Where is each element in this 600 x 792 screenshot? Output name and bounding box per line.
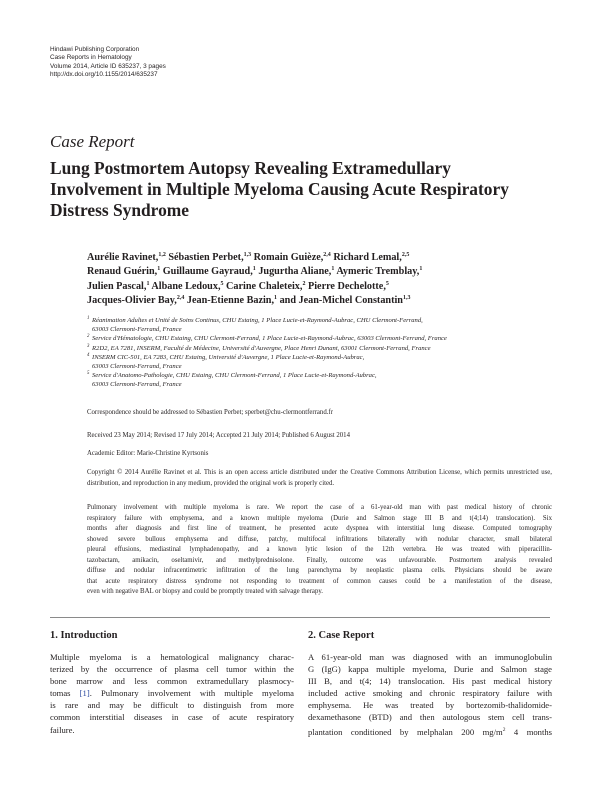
author-affil-ref: 1 (157, 266, 161, 273)
author-name: Jean-Etienne Bazin, (186, 294, 275, 306)
body-line: III B, and t(4; 14) translocation. His past medical history (308, 676, 552, 687)
author-affil-ref: 1 (146, 280, 150, 287)
body-line: A 61-year-old man was diagnosed with an immunoglobulin (308, 652, 552, 662)
author-affil-ref: 2 (302, 280, 306, 287)
author-affil-ref: 1,2 (158, 252, 166, 258)
affiliation-line: 63003 Clermont-Ferrand, France (92, 363, 182, 371)
body-text: plantation conditioned by melphalan 200 mg/m (308, 726, 503, 737)
affiliation-item (87, 334, 557, 343)
copyright-notice: Copyright © 2014 Aurélie Ravinet et al. This is an open access article distributed under the Creative Commons Attribution License, which permits unrestricted use, distribution, and reproduction in any medium, provided the original work is properly cited. (87, 469, 552, 487)
abstract-line: tazobactam, amikacin, oseltamivir, and methylprednisolone. Finally, outcome was unfavourable. Postmortem analysis revealed (87, 556, 552, 564)
case-report-body (308, 651, 552, 738)
affiliation-line: INSERM CIC-501, EA 7283, CHU Estaing, Université d'Auvergne, 1 Place Lucie-et-Raymond-Aubrac, (92, 353, 365, 361)
introduction-body (50, 651, 294, 736)
affiliation-line: Service d'Anatomo-Pathologie, CHU Estaing, CHU Clermont-Ferrand, 1 Place Lucie-et-Raymond-Aubrac, (92, 372, 377, 380)
body-line: included active smoking and chronic respiratory failure with (308, 688, 552, 699)
journal-header (50, 46, 166, 79)
title-line: Involvement in Multiple Myeloma Causing Acute Respiratory (50, 179, 509, 199)
author-affil-ref: 1,3 (402, 294, 411, 301)
affiliation-number: 3 (87, 343, 90, 349)
author-line (87, 265, 557, 279)
volume-info: Volume 2014, Article ID 635237, 3 pages (50, 62, 166, 70)
author-affil-ref: 1 (331, 266, 335, 273)
academic-editor: Academic Editor: Marie-Christine Kyrtsonis (87, 450, 209, 457)
body-line (308, 724, 552, 738)
superscript: 2 (502, 726, 506, 733)
affiliation-item (87, 344, 557, 353)
abstract-line: months after diagnosis and first line of treatment, he presented acute dyspnea with interstitial lung disease. Computed tomography (87, 525, 552, 533)
abstract-line: Pulmonary involvement with multiple myeloma is rare. We report the case of a 61-year-old man with past medical history of chronic (87, 504, 552, 511)
author-affil-ref: 5 (385, 280, 389, 287)
author-affil-ref: 1 (252, 266, 256, 273)
affiliation-item (87, 316, 557, 334)
correspondence: Correspondence should be addressed to Sébastien Perbet; sperbet@chu-clermontferrand.fr (87, 409, 333, 416)
author-affil-ref: 1 (419, 266, 423, 273)
author-name: Renaud Guérin, (87, 266, 158, 278)
author-affil-ref: 2,4 (323, 252, 331, 258)
journal-name: Case Reports in Hematology (50, 54, 132, 62)
article-title (50, 158, 550, 221)
body-line: G (IgG) kappa multiple myeloma, Durie and Salmon stage (308, 664, 552, 675)
author-name: Pierre Dechelotte, (308, 280, 386, 292)
author-list (87, 251, 557, 308)
author-name: Aurélie Ravinet, (87, 252, 159, 263)
body-line: terized by the occurrence of plasma cell tumor within the (50, 664, 294, 675)
author-name: Jacques-Olivier Bay, (87, 294, 177, 306)
title-line: Distress Syndrome (50, 200, 189, 220)
affiliation-number: 4 (87, 352, 90, 358)
author-name: Carine Chaleteix, (226, 280, 303, 292)
author-name: Sébastien Perbet, (168, 252, 244, 263)
abstract-line: even with negative BAL or biopsy and could be promptly treated with salvage therapy. (87, 588, 323, 596)
affiliation-number: 5 (87, 371, 90, 377)
author-name: Aymeric Tremblay, (336, 266, 420, 278)
affiliation-item (87, 371, 557, 389)
author-line (87, 294, 557, 308)
body-text: tomas (50, 688, 80, 699)
affiliations (87, 316, 557, 390)
author-affil-ref: 1 (274, 294, 278, 301)
author-line (87, 251, 557, 265)
article-type: Case Report (50, 132, 135, 151)
affiliation-line: 63003 Clermont-Ferrand, France (92, 381, 182, 389)
publisher: Hindawi Publishing Corporation (50, 46, 140, 53)
author-affil-ref: 2,4 (176, 294, 185, 301)
body-line: emphysema. He was treated by bortezomib-thalidomide- (308, 700, 552, 711)
doi-link[interactable]: http://dx.doi.org/10.1155/2014/635237 (50, 70, 158, 78)
body-text: 4 months (505, 726, 553, 737)
body-line: bone marrow and less common extramedullary plasmocy- (50, 676, 294, 687)
affiliation-line: R2D2, EA 7281, INSERM, Faculté de Médecine, Université d'Auvergne, Place Henri Dunant, 63001 Clermont-Ferrand, France (92, 344, 431, 352)
author-name: Romain Guièze, (253, 252, 324, 263)
title-line: Lung Postmortem Autopsy Revealing Extramedullary (50, 158, 451, 178)
author-name: Julien Pascal, (87, 280, 147, 292)
introduction-heading: 1. Introduction (50, 630, 118, 641)
abstract (87, 503, 552, 598)
author-name: Albane Ledoux, (151, 280, 221, 292)
abstract-line: showed severe bullous emphysema and diffuse, patchy, multifocal infiltrations bilaterally with nodular character, small bilateral (87, 535, 552, 543)
author-affil-ref: 2,5 (401, 252, 410, 258)
abstract-line: that acute respiratory distress syndrome not responding to treatment of common causes could be a manifestation of the disease, (87, 577, 552, 585)
author-line (87, 280, 557, 294)
affiliation-item (87, 353, 557, 371)
affiliation-number: 1 (87, 316, 90, 321)
affiliation-line: Service d'Hématologie, CHU Estaing, CHU Clermont-Ferrand, 1 Place Lucie-et-Raymond-Aubrac, 63003 Clermont-Ferrand, France (92, 335, 447, 343)
author-name: Richard Lemal, (333, 252, 402, 263)
affiliation-line: 63003 Clermont-Ferrand, France (92, 326, 182, 334)
body-line: dexamethasone (BTD) and then autologous stem cell trans- (308, 712, 552, 723)
affiliation-line: Réanimation Adultes et Unité de Soins Continus, CHU Estaing, 1 Place Lucie-et-Raymond-Aubrac, CHU Clermont-Ferrand, (92, 317, 423, 324)
abstract-line: pleural effusions, mediastinal lymphadenopathy, and a known lytic lesion of the 12th vertebra. He was treated with piperacillin- (87, 546, 552, 554)
body-line: is rare and may be difficult to distinguish from more (50, 700, 294, 711)
author-name: Jugurtha Aliane, (258, 266, 332, 278)
author-name: Guillaume Gayraud, (162, 266, 253, 278)
received-dates: Received 23 May 2014; Revised 17 July 2014; Accepted 21 July 2014; Published 6 August 2014 (87, 432, 350, 439)
section-divider (50, 617, 550, 618)
body-line: Multiple myeloma is a hematological malignancy charac- (50, 652, 294, 662)
body-line (50, 687, 294, 699)
case-report-heading: 2. Case Report (308, 630, 375, 641)
body-line: common interstitial diseases in case of acute respiratory (50, 712, 294, 723)
author-affil-ref: 5 (220, 280, 224, 287)
author-affil-ref: 1,3 (243, 252, 252, 258)
abstract-line: diffuse and nodular infracentimetric infiltration of the lung parenchyma by neoplastic plasma cells. Physicians should be aware (87, 567, 552, 575)
author-name: and Jean-Michel Constantin (279, 294, 403, 306)
abstract-line: respiratory failure with emphysema, and a known multiple myeloma (Durie and Salmon stage III B and t(4;14) translocation). Six (87, 514, 552, 522)
body-text: . Pulmonary involvement with multiple myeloma (89, 688, 294, 699)
affiliation-number: 2 (87, 334, 90, 340)
body-line: failure. (50, 724, 75, 735)
citation-link[interactable]: [1] (79, 688, 90, 699)
